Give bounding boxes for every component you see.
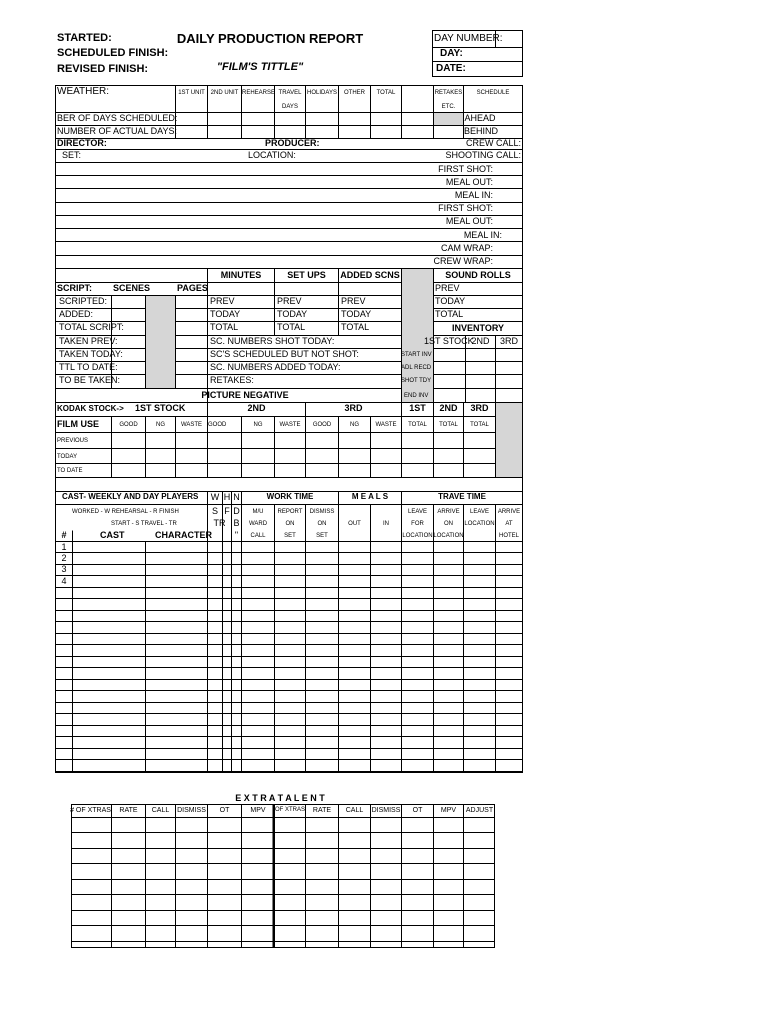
col-retakes-etc: ETC.: [441, 104, 456, 110]
extra-col: MPV: [440, 807, 457, 814]
end-inv: END INV: [404, 393, 429, 399]
scripted-label: SCRIPTED:: [59, 296, 108, 306]
inventory-header: INVENTORY: [451, 323, 504, 333]
day-label: DAY:: [440, 48, 463, 59]
producer-label: PRODUCER:: [265, 138, 320, 148]
arrive-on-location: LOCATION: [433, 533, 464, 539]
ttl-to-date-label: TTL TO DATE:: [59, 362, 118, 372]
total-2nd: 2ND: [439, 403, 458, 413]
meal-in-1: MEAL IN:: [454, 190, 493, 200]
meal-in-label: IN: [383, 521, 389, 527]
day-number-label: DAY NUMBER:: [434, 33, 503, 44]
film-ng-3: NG: [350, 422, 359, 428]
scheduled-finish-label: SCHEDULED FINISH:: [57, 47, 169, 59]
cam-wrap: CAM WRAP:: [440, 243, 493, 253]
dismiss-set-label: SET: [316, 533, 328, 539]
report-title: DAILY PRODUCTION REPORT: [176, 31, 364, 46]
extra-col: OT: [412, 807, 423, 814]
total-1st: 1ST: [409, 403, 426, 413]
film-waste-1: WASTE: [180, 422, 203, 428]
extra-col: # OF XTRAS: [70, 807, 111, 814]
minutes-header: MINUTES: [220, 270, 262, 280]
film-good-2: GOOD: [208, 422, 227, 428]
col-schedule: SCHEDULE: [476, 90, 510, 96]
weather-label: WEATHER:: [57, 86, 110, 97]
set-label: SET:: [62, 150, 82, 160]
meal-out-label: OUT: [348, 521, 361, 527]
film-today: TODAY: [57, 454, 78, 460]
shot-tdy: SHOT TDY: [401, 378, 432, 384]
col-1st-unit: 1ST UNIT: [178, 90, 205, 96]
inv-3rd: 3RD: [499, 336, 518, 346]
extra-col: OF XTRAS: [275, 807, 306, 813]
behind-label: BEHIND: [464, 126, 499, 136]
inv-2nd: 2ND: [471, 336, 490, 346]
days-scheduled-label: BER OF DAYS SCHEDULED:: [57, 113, 178, 123]
cast-n: N: [233, 492, 240, 502]
sound-rolls-header: SOUND ROLLS: [445, 270, 511, 280]
extra-col: ADJUST: [465, 807, 494, 814]
film-to-date: TO DATE: [57, 468, 83, 474]
ahead-label: AHEAD: [464, 113, 496, 123]
to-be-taken-label: TO BE TAKEN:: [59, 375, 121, 385]
col-total: TOTAL: [376, 90, 396, 96]
sc-shot-label: SC. NUMBERS SHOT TODAY:: [210, 336, 335, 346]
cast-legend-2: START - S TRAVEL - TR: [111, 521, 177, 527]
minutes-today: TODAY: [210, 309, 241, 319]
report-set-label: SET: [284, 533, 296, 539]
dismiss-label: DISMISS: [309, 509, 335, 515]
shooting-call: SHOOTING CALL:: [445, 150, 521, 160]
film-use-label: FILM USE: [57, 419, 99, 429]
cast-b: B: [233, 518, 240, 528]
stock-1st: 1ST STOCK: [135, 403, 186, 413]
film-good-3: GOOD: [312, 422, 332, 428]
film-total-2: TOTAL: [439, 422, 458, 428]
taken-today-label: TAKEN TODAY:: [59, 349, 123, 359]
started-label: STARTED:: [57, 32, 112, 44]
extra-col: DISMISS: [177, 807, 206, 814]
extra-col: OT: [219, 807, 230, 814]
cast-s: S: [211, 506, 218, 516]
film-waste-3: WASTE: [375, 422, 397, 428]
cast-w: W: [210, 492, 220, 502]
ward-label: WARD: [248, 521, 268, 527]
cast-row-number: 4: [61, 576, 67, 586]
director-label: DIRECTOR:: [57, 138, 107, 148]
crew-call: CREW CALL:: [465, 138, 521, 148]
extra-col: CALL: [151, 807, 170, 814]
film-total-1: TOTAL: [408, 422, 427, 428]
added-total: TOTAL: [341, 322, 370, 332]
script-label: SCRIPT:: [57, 283, 93, 293]
meal-out-1: MEAL OUT:: [445, 177, 493, 187]
stock-2nd: 2ND: [247, 403, 266, 413]
arrive-on-label: ARRIVE: [437, 509, 460, 515]
col-travel-days: DAYS: [282, 104, 298, 110]
cast-num-header: #: [61, 530, 67, 540]
work-time-header: WORK TIME: [266, 492, 314, 501]
added-prev: PREV: [341, 296, 366, 306]
cast-f: F: [224, 506, 230, 516]
cast-h: H: [223, 492, 231, 502]
col-retakes: RETAKES: [434, 90, 463, 96]
film-ng-1: NG: [156, 422, 165, 428]
leave-for-location: LOCATION: [402, 533, 433, 539]
arrive-on-sub: ON: [444, 521, 453, 527]
sc-not-shot-label: SC'S SCHEDULED BUT NOT SHOT:: [210, 349, 359, 359]
leave-for-label: LEAVE: [408, 509, 427, 515]
picture-negative-header: PICTURE NEGATIVE: [201, 390, 289, 400]
film-previous: PREVIOUS: [57, 438, 89, 444]
inv-1st-stock: 1ST STOCK: [424, 336, 474, 346]
mu-label: M/U: [252, 509, 264, 515]
stock-3rd: 3RD: [344, 403, 363, 413]
cast-d: D: [233, 506, 240, 516]
first-shot-2: FIRST SHOT:: [438, 203, 493, 213]
dismiss-on-label: ON: [317, 521, 327, 527]
sc-added-label: SC. NUMBERS ADDED TODAY:: [210, 362, 341, 372]
meals-header: M E A L S: [351, 492, 389, 501]
leave-for-sub: FOR: [411, 521, 424, 527]
film-good-1: GOOD: [119, 422, 138, 428]
extra-talent-header: E X T R A T A L E N T: [235, 793, 325, 803]
cast-header: CAST- WEEKLY AND DAY PLAYERS: [62, 492, 199, 501]
cast-row-number: 1: [61, 542, 67, 552]
start-inv: START INV: [401, 352, 432, 358]
sound-today: TODAY: [435, 296, 466, 306]
film-ng-2: NG: [253, 422, 263, 428]
setups-today: TODAY: [277, 309, 308, 319]
total-3rd: 3RD: [470, 403, 489, 413]
cast-legend-1: WORKED - W REHEARSAL - R FINISH: [72, 509, 179, 515]
extra-col: MPV: [250, 807, 266, 814]
actual-days-label: NUMBER OF ACTUAL DAYS:: [57, 126, 178, 136]
col-other: OTHER: [344, 90, 365, 96]
taken-prev-label: TAKEN PREV:: [59, 336, 118, 346]
added-today: TODAY: [341, 309, 372, 319]
retakes-label: RETAKES:: [210, 375, 254, 385]
revised-finish-label: REVISED FINISH:: [57, 63, 149, 75]
cast-name-header: CAST: [100, 530, 125, 540]
meal-in-2: MEAL IN:: [463, 230, 502, 240]
extra-col: RATE: [119, 807, 138, 814]
pages-label: PAGES: [177, 283, 208, 293]
added-scns-header: ADDED SCNS: [340, 270, 400, 280]
minutes-prev: PREV: [210, 296, 235, 306]
location-label: LOCATION:: [248, 150, 296, 160]
film-total-3: TOTAL: [470, 422, 489, 428]
leave-location-sub: LOCATION: [464, 521, 495, 527]
scenes-label: SCENES: [113, 283, 151, 293]
total-script-label: TOTAL SCRIPT:: [59, 322, 124, 332]
col-travel: TRAVEL: [278, 90, 302, 96]
added-label: ADDED:: [59, 309, 94, 319]
kodak-stock-label: KODAK STOCK->: [57, 404, 124, 413]
crew-wrap: CREW WRAP:: [433, 256, 493, 266]
col-rehearse: REHEARSE: [242, 90, 276, 96]
arrive-at-sub: AT: [505, 521, 513, 527]
film-waste-2: WASTE: [279, 422, 301, 428]
cast-quote: ": [234, 530, 239, 540]
extra-col: CALL: [345, 807, 364, 814]
sound-prev: PREV: [435, 283, 460, 293]
cast-row-number: 3: [61, 564, 67, 574]
minutes-total: TOTAL: [210, 322, 239, 332]
extra-col: RATE: [312, 807, 332, 814]
set-ups-header: SET UPS: [287, 270, 326, 280]
cast-row-number: 2: [61, 553, 67, 563]
character-header: CHARACTER: [155, 530, 212, 540]
call-label: CALL: [250, 533, 266, 539]
setups-total: TOTAL: [277, 322, 306, 332]
meal-out-2: MEAL OUT:: [445, 216, 493, 226]
cast-tr: TR: [213, 518, 226, 528]
leave-location-label: LEAVE: [470, 509, 489, 515]
report-label: REPORT: [277, 509, 303, 515]
setups-prev: PREV: [277, 296, 302, 306]
travel-time-header: TRAVE TIME: [438, 492, 486, 501]
sound-total: TOTAL: [435, 309, 464, 319]
adl-recd: ADL RECD: [401, 365, 432, 371]
arrive-at-label: ARRIVE: [497, 509, 521, 515]
extra-col: DISMISS: [371, 807, 401, 814]
arrive-hotel-label: HOTEL: [498, 533, 519, 539]
first-shot-1: FIRST SHOT:: [438, 164, 493, 174]
report-on-label: ON: [285, 521, 295, 527]
col-2nd-unit: 2ND UNIT: [210, 90, 239, 96]
col-holidays: HOLIDAYS: [307, 90, 337, 96]
film-title: "FILM'S TITTLE": [216, 61, 304, 73]
date-label: DATE:: [436, 63, 466, 74]
